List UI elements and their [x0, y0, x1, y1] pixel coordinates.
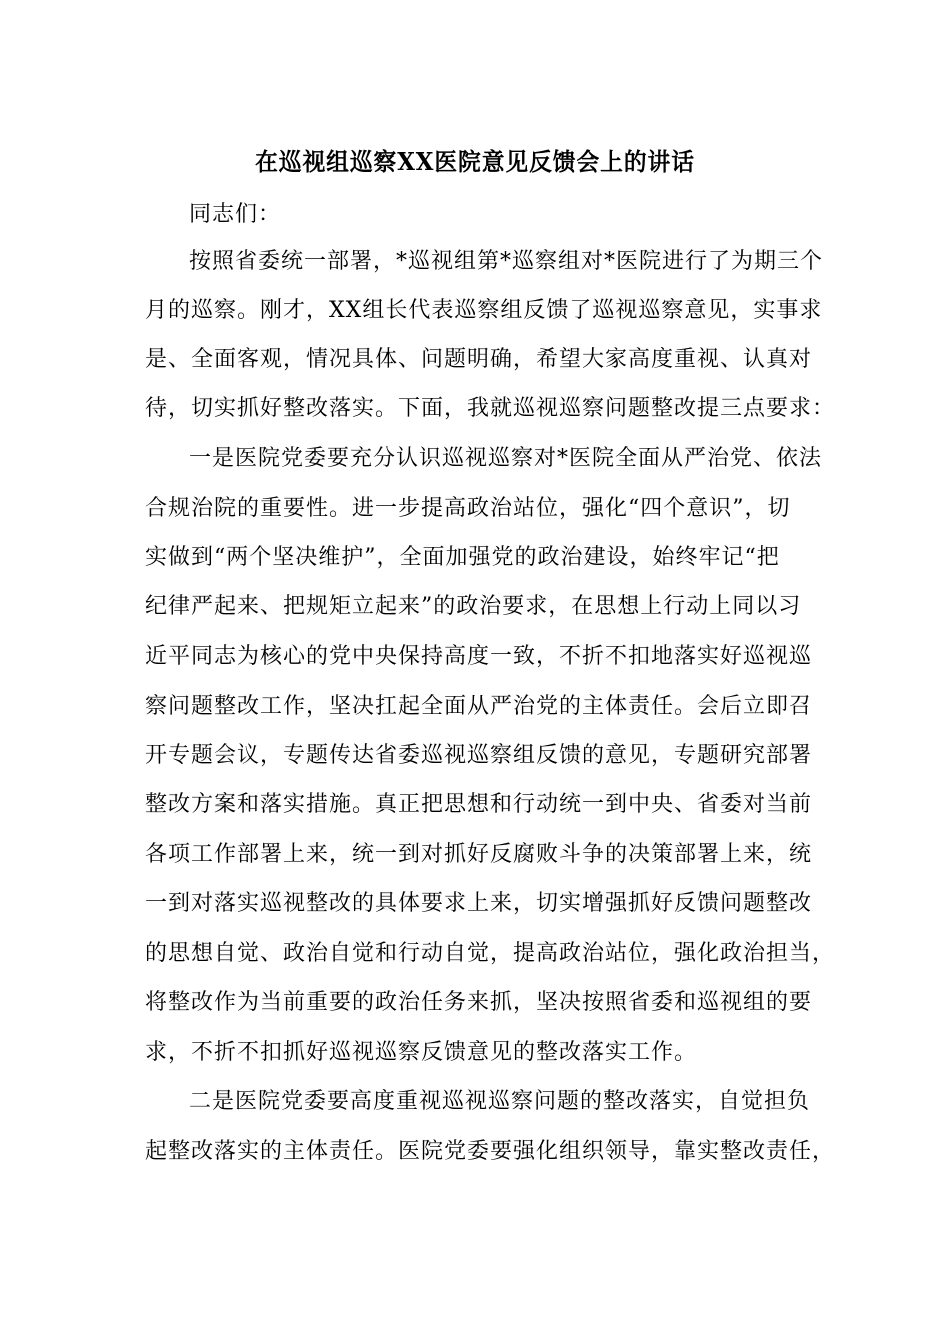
paragraph-2-line: 一是医院党委要充分认识巡视巡察对*医院全面从严治党、依法: [189, 446, 823, 471]
paragraph-1-line: 是、全面客观，情况具体、问题明确，希望大家高度重视、认真对: [145, 347, 813, 372]
paragraph-2-line: 一到对落实巡视整改的具体要求上来，切实增强抓好反馈问题整改: [145, 891, 813, 916]
paragraph-2-line: 开专题会议，专题传达省委巡视巡察组反馈的意见，专题研究部署: [145, 743, 813, 768]
paragraph-2-line: 近平同志为核心的党中央保持高度一致，不折不扣地落实好巡视巡: [145, 644, 813, 669]
paragraph-1-line: 月的巡察。刚才，XX组长代表巡察组反馈了巡视巡察意见，实事求: [145, 298, 823, 323]
document-title: 在巡视组巡察XX医院意见反馈会上的讲话: [255, 147, 695, 176]
paragraph-3-line: 起整改落实的主体责任。医院党委要强化组织领导，靠实整改责任，: [145, 1139, 836, 1164]
paragraph-3-line: 二是医院党委要高度重视巡视巡察问题的整改落实，自觉担负: [189, 1089, 811, 1114]
paragraph-2-line: 实做到“两个坚决维护”，全面加强党的政治建设，始终牢记“把: [145, 545, 780, 570]
paragraph-2-line: 的思想自觉、政治自觉和行动自觉，提高政治站位，强化政治担当，: [145, 941, 836, 966]
paragraph-2-line: 整改方案和落实措施。真正把思想和行动统一到中央、省委对当前: [145, 792, 813, 817]
paragraph-2-line: 察问题整改工作，坚决扛起全面从严治党的主体责任。会后立即召: [145, 694, 813, 719]
paragraph-1-line: 待，切实抓好整改落实。下面，我就巡视巡察问题整改提三点要求：: [145, 396, 836, 421]
paragraph-2-line: 合规治院的重要性。进一步提高政治站位，强化“四个意识”，切: [145, 496, 791, 521]
paragraph-1-line: 按照省委统一部署，*巡视组第*巡察组对*医院进行了为期三个: [189, 249, 824, 274]
salutation: 同志们：: [189, 202, 282, 227]
paragraph-2-line: 求，不折不扣抓好巡视巡察反馈意见的整改落实工作。: [145, 1040, 698, 1065]
paragraph-2-line: 将整改作为当前重要的政治任务来抓，坚决按照省委和巡视组的要: [145, 990, 813, 1015]
paragraph-2-line: 各项工作部署上来，统一到对抓好反腐败斗争的决策部署上来，统: [145, 842, 813, 867]
paragraph-2-line: 纪律严起来、把规矩立起来”的政治要求，在思想上行动上同以习: [145, 594, 802, 619]
